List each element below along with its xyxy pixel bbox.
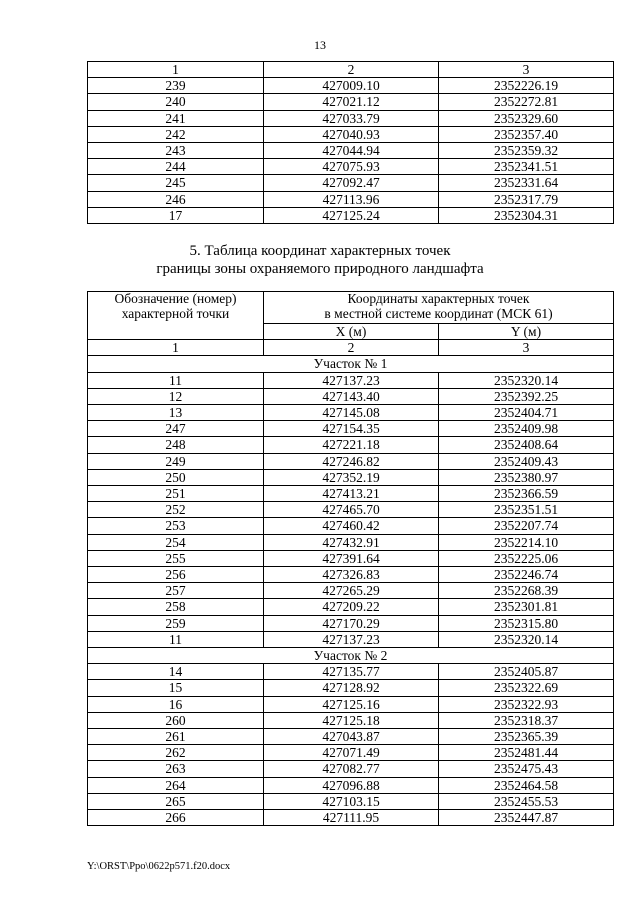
point-number-cell: 263 — [88, 761, 264, 777]
table-row — [88, 94, 614, 110]
table-caption-line-1: 5. Таблица координат характерных точек — [189, 243, 451, 259]
coordinates-table-protected-landscape — [87, 291, 614, 826]
point-number-cell: 256 — [88, 567, 264, 583]
x-coordinate-cell: 427021.12 — [264, 94, 439, 110]
x-coordinate-cell: 427071.49 — [264, 745, 439, 761]
x-coordinate-cell: 427103.15 — [264, 793, 439, 809]
y-coordinate-cell: 2352405.87 — [439, 664, 614, 680]
y-coordinate-cell: 2352318.37 — [439, 712, 614, 728]
x-coordinate-cell: 427125.16 — [264, 696, 439, 712]
x-coordinate-cell: 427137.23 — [264, 631, 439, 647]
y-coordinate-cell: 2352447.87 — [439, 810, 614, 826]
y-coordinate-cell: 2352322.69 — [439, 680, 614, 696]
point-number-cell: 239 — [88, 78, 264, 94]
coordinates-header-line-1: Координаты характерных точек — [347, 291, 530, 306]
point-number-cell: 17 — [88, 207, 264, 223]
x-coordinate-cell: 427096.88 — [264, 777, 439, 793]
section-title: Участок № 1 — [88, 356, 614, 372]
column-number-2: 2 — [264, 340, 439, 356]
x-coordinate-cell: 427209.22 — [264, 599, 439, 615]
table-row — [88, 745, 614, 761]
point-number-cell: 249 — [88, 453, 264, 469]
point-number-cell: 251 — [88, 486, 264, 502]
x-coordinate-cell: 427128.92 — [264, 680, 439, 696]
table-row — [88, 599, 614, 615]
table-row — [88, 502, 614, 518]
y-coordinate-cell: 2352301.81 — [439, 599, 614, 615]
x-coordinate-cell: 427033.79 — [264, 110, 439, 126]
table-row — [88, 664, 614, 680]
point-number-cell: 248 — [88, 437, 264, 453]
file-path-footer: Y:\ORST\Ppo\0622p571.f20.docx — [87, 861, 231, 872]
x-coordinate-cell: 427082.77 — [264, 761, 439, 777]
table-row — [88, 486, 614, 502]
column-number-3: 3 — [439, 340, 614, 356]
y-coordinate-cell: 2352475.43 — [439, 761, 614, 777]
point-number-cell: 242 — [88, 126, 264, 142]
point-number-cell: 252 — [88, 502, 264, 518]
table-row — [88, 469, 614, 485]
page-number: 13 — [314, 38, 326, 52]
point-number-cell: 253 — [88, 518, 264, 534]
table-row — [88, 110, 614, 126]
section-title: Участок № 2 — [88, 648, 614, 664]
point-number-cell: 261 — [88, 729, 264, 745]
point-number-cell: 247 — [88, 421, 264, 437]
y-coordinate-cell: 2352409.43 — [439, 453, 614, 469]
table-row — [88, 372, 614, 388]
y-coordinate-cell: 2352392.25 — [439, 388, 614, 404]
table-row — [88, 810, 614, 826]
point-number-cell: 259 — [88, 615, 264, 631]
y-coordinate-cell: 2352225.06 — [439, 550, 614, 566]
point-number-cell: 11 — [88, 631, 264, 647]
point-number-cell: 265 — [88, 793, 264, 809]
y-coordinate-cell: 2352272.81 — [439, 94, 614, 110]
y-coordinate-cell: 2352304.31 — [439, 207, 614, 223]
x-coordinate-cell: 427465.70 — [264, 502, 439, 518]
y-coordinate-cell: 2352359.32 — [439, 143, 614, 159]
x-coordinate-cell: 427326.83 — [264, 567, 439, 583]
point-number-cell: 264 — [88, 777, 264, 793]
x-coordinate-cell: 427125.18 — [264, 712, 439, 728]
table-row — [88, 405, 614, 421]
table-row — [88, 583, 614, 599]
x-coordinate-cell: 427246.82 — [264, 453, 439, 469]
x-coordinate-cell: 427352.19 — [264, 469, 439, 485]
point-number-cell: 262 — [88, 745, 264, 761]
table-row — [88, 777, 614, 793]
y-coordinate-cell: 2352246.74 — [439, 567, 614, 583]
y-coordinate-cell: 2352214.10 — [439, 534, 614, 550]
point-number-cell: 246 — [88, 191, 264, 207]
point-number-cell: 260 — [88, 712, 264, 728]
y-coordinate-cell: 2352207.74 — [439, 518, 614, 534]
table-header-row — [88, 62, 614, 78]
table-row — [88, 126, 614, 142]
point-number-cell: 245 — [88, 175, 264, 191]
x-coordinate-cell: 427040.93 — [264, 126, 439, 142]
x-coordinate-cell: 427135.77 — [264, 664, 439, 680]
y-coordinate-cell: 2352329.60 — [439, 110, 614, 126]
column-number-2: 2 — [264, 62, 439, 78]
y-coordinate-cell: 2352408.64 — [439, 437, 614, 453]
point-number-cell: 257 — [88, 583, 264, 599]
x-coordinate-cell: 427009.10 — [264, 78, 439, 94]
y-coordinate-cell: 2352464.58 — [439, 777, 614, 793]
point-number-cell: 243 — [88, 143, 264, 159]
point-number-cell: 16 — [88, 696, 264, 712]
x-coordinate-cell: 427075.93 — [264, 159, 439, 175]
x-coordinate-cell: 427143.40 — [264, 388, 439, 404]
point-number-cell: 266 — [88, 810, 264, 826]
x-coordinate-cell: 427113.96 — [264, 191, 439, 207]
table-row — [88, 712, 614, 728]
x-coordinate-cell: 427391.64 — [264, 550, 439, 566]
y-coordinate-cell: 2352317.79 — [439, 191, 614, 207]
x-coordinate-cell: 427265.29 — [264, 583, 439, 599]
y-coordinate-cell: 2352409.98 — [439, 421, 614, 437]
y-coordinate-cell: 2352322.93 — [439, 696, 614, 712]
y-coordinate-cell: 2352226.19 — [439, 78, 614, 94]
x-coordinate-cell: 427092.47 — [264, 175, 439, 191]
table-row — [88, 696, 614, 712]
point-number-cell: 258 — [88, 599, 264, 615]
point-designation-header-line-2: характерной точки — [121, 305, 230, 321]
x-coordinate-cell: 427044.94 — [264, 143, 439, 159]
section-title-row — [88, 648, 614, 664]
point-number-cell: 15 — [88, 680, 264, 696]
y-coordinate-cell: 2352380.97 — [439, 469, 614, 485]
table-row — [88, 729, 614, 745]
table-row — [88, 550, 614, 566]
table-row — [88, 631, 614, 647]
coordinates-header — [264, 292, 614, 324]
x-header: X (м) — [264, 324, 439, 340]
x-coordinate-cell: 427145.08 — [264, 405, 439, 421]
table-row — [88, 191, 614, 207]
table-header-row — [88, 292, 614, 324]
point-number-cell: 254 — [88, 534, 264, 550]
y-header: Y (м) — [439, 324, 614, 340]
point-number-cell: 241 — [88, 110, 264, 126]
x-coordinate-cell: 427043.87 — [264, 729, 439, 745]
point-designation-header-line-1: Обозначение (номер) — [114, 291, 237, 306]
y-coordinate-cell: 2352351.51 — [439, 502, 614, 518]
y-coordinate-cell: 2352331.64 — [439, 175, 614, 191]
x-coordinate-cell: 427170.29 — [264, 615, 439, 631]
y-coordinate-cell: 2352268.39 — [439, 583, 614, 599]
y-coordinate-cell: 2352455.53 — [439, 793, 614, 809]
column-number-3: 3 — [439, 62, 614, 78]
table-row — [88, 437, 614, 453]
table-caption-line-2: границы зоны охраняемого природного ландшафта — [156, 261, 484, 277]
point-number-cell: 12 — [88, 388, 264, 404]
table-row — [88, 175, 614, 191]
table-row — [88, 761, 614, 777]
x-coordinate-cell: 427154.35 — [264, 421, 439, 437]
table-row — [88, 518, 614, 534]
y-coordinate-cell: 2352320.14 — [439, 372, 614, 388]
x-coordinate-cell: 427125.24 — [264, 207, 439, 223]
point-number-cell: 244 — [88, 159, 264, 175]
table-numbering-row — [88, 340, 614, 356]
table-row — [88, 388, 614, 404]
coordinates-table-continued — [87, 61, 614, 224]
x-coordinate-cell: 427137.23 — [264, 372, 439, 388]
point-number-cell: 240 — [88, 94, 264, 110]
table-row — [88, 615, 614, 631]
point-designation-header — [88, 292, 264, 340]
table-row — [88, 421, 614, 437]
table-row — [88, 534, 614, 550]
y-coordinate-cell: 2352481.44 — [439, 745, 614, 761]
table-row — [88, 78, 614, 94]
point-number-cell: 13 — [88, 405, 264, 421]
y-coordinate-cell: 2352315.80 — [439, 615, 614, 631]
x-coordinate-cell: 427432.91 — [264, 534, 439, 550]
section-title-row — [88, 356, 614, 372]
y-coordinate-cell: 2352365.39 — [439, 729, 614, 745]
table-row — [88, 159, 614, 175]
y-coordinate-cell: 2352404.71 — [439, 405, 614, 421]
point-number-cell: 14 — [88, 664, 264, 680]
column-number-1: 1 — [88, 340, 264, 356]
column-number-1: 1 — [88, 62, 264, 78]
table-row — [88, 143, 614, 159]
x-coordinate-cell: 427460.42 — [264, 518, 439, 534]
table-row — [88, 453, 614, 469]
table-row — [88, 793, 614, 809]
y-coordinate-cell: 2352341.51 — [439, 159, 614, 175]
table-row — [88, 207, 614, 223]
table-row — [88, 567, 614, 583]
table-row — [88, 680, 614, 696]
y-coordinate-cell: 2352357.40 — [439, 126, 614, 142]
x-coordinate-cell: 427221.18 — [264, 437, 439, 453]
y-coordinate-cell: 2352366.59 — [439, 486, 614, 502]
point-number-cell: 11 — [88, 372, 264, 388]
point-number-cell: 255 — [88, 550, 264, 566]
x-coordinate-cell: 427413.21 — [264, 486, 439, 502]
x-coordinate-cell: 427111.95 — [264, 810, 439, 826]
point-number-cell: 250 — [88, 469, 264, 485]
y-coordinate-cell: 2352320.14 — [439, 631, 614, 647]
coordinates-header-line-2: в местной системе координат (МСК 61) — [324, 305, 553, 321]
